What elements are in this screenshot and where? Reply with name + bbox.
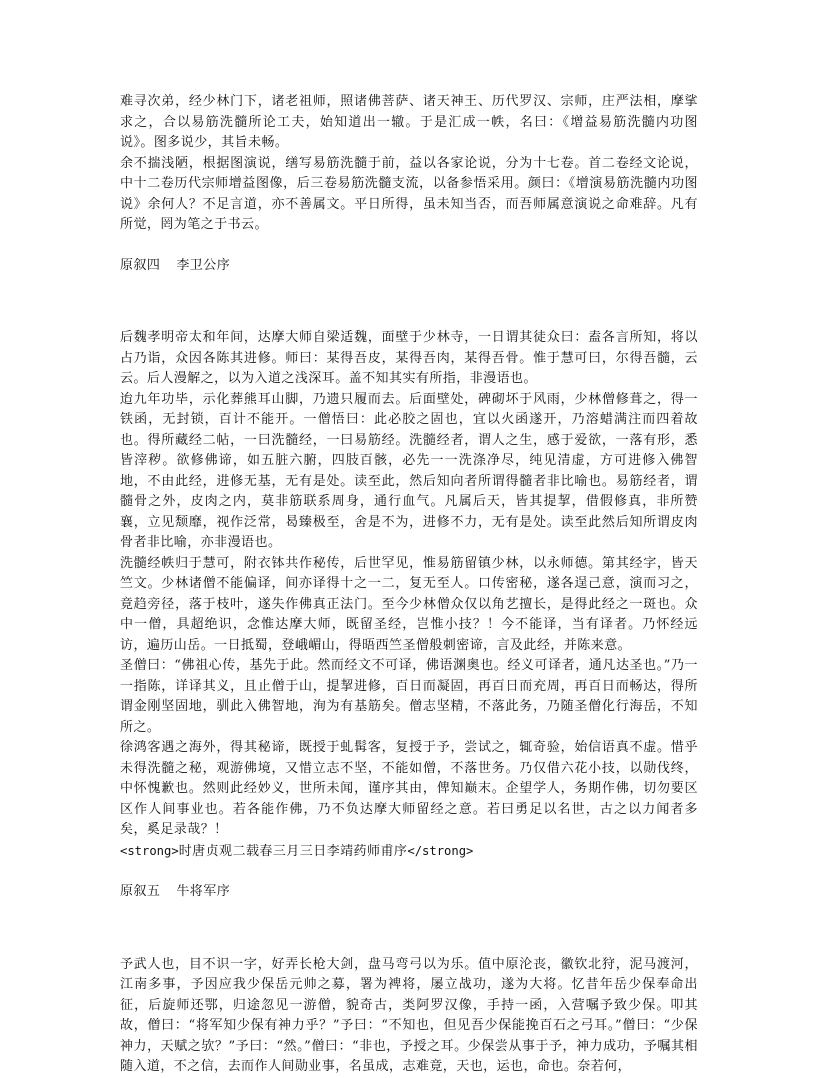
section4-paragraph-3: 洗髓经帙归于慧可，附衣钵共作秘传，后世罕见，惟易筋留镇少林，以永师德。第其经字，皆天竺文。少林诸僧不能偏译，间亦译得十之一二，复无至人。口传密秘，遂各逞己意，演而习之，竟趋旁径，落于枝叶，遂失作佛真正法门。至今少林僧众仅以角艺擅长，是得此经之一斑也。众中一僧，具超绝识，念惟达摩大师，既留圣经，岂惟小技？！今不能译，当有译者。乃怀经远访，遍历山岳。一日抵蜀，登峨嵋山，得晤西竺圣僧般刺密谛，言及此经，并陈来意。 [120, 555, 698, 653]
section4-paragraph-1: 后魏孝明帝太和年间，达摩大师自梁适魏，面壁于少林寺，一日谓其徒众曰：盍各言所知，将以占乃诣，众因各陈其进修。师曰：某得吾皮，某得吾肉，某得吾骨。惟于慧可曰，尔得吾髓，云云。后人漫解之，以为入道之浅深耳。盖不知其实有所指，非漫语也。 [120, 330, 698, 386]
signature-open-tag: <strong> [120, 843, 179, 858]
section4-title: 李卫公序 [176, 257, 231, 273]
section5-heading [120, 882, 698, 903]
section4-paragraph-2: 迨九年功毕，示化葬熊耳山脚，乃遗只履而去。后面壁处，碑砌坏于风雨，少林僧修葺之，得一铁函，无封锁，百计不能开。一僧悟曰：此必胶之固也，宜以火函遂开，乃溶蜡满注而四着故也。得所藏经二帖，一曰洗髓经，一曰易筋经。洗髓经者，谓人之生，感于爱欲，一落有形，悉皆滓秽。欲修佛谛，如五脏六腑，四肢百骸，必先一一洗涤净尽，纯见清虚，方可进修入佛智地，不由此经，进修无基，无有是处。读至此，然后知向者所谓得髓者非比喻也。易筋经者，谓髓骨之外，皮肉之内，莫非筋联系周身，通行血气。凡属后天，皆其提挈，借假修真，非所赞襄，立见颓靡，视作泛常，曷臻极至，舍是不为，进修不力，无有是处。读至此然后知所谓皮肉骨者非比喻，亦非漫语也。 [120, 391, 698, 550]
section4-signature [120, 841, 698, 863]
section4-body [120, 328, 698, 862]
document-page [120, 92, 698, 1078]
section5-paragraph-1: 予武人也，目不识一字，好弄长枪大剑，盘马弯弓以为乐。值中原沦丧，徽钦北狩，泥马渡河，江南多事，予因应我少保岳元帅之募，署为裨将，屡立战功，遂为大将。忆昔年岳少保奉命出征，后旋师还鄂，归途忽见一游僧，貌奇古，类阿罗汉像，手持一函，入营嘱予致少保。叩其故，僧曰：“将军知少保有神力乎？”予曰：“不知也，但见吾少保能挽百石之弓耳。”僧曰：“少保神力，天赋之欤？”予曰：“然。”僧曰：“非也，予授之耳。少保尝从事于予，神力成功，予嘱其相随入道，不之信，去而作人间勋业事，名虽成，志难竟，天也，运也，命也。奈若何， [120, 956, 698, 1074]
section4-label: 原叙四 [120, 257, 161, 273]
signature-text: 时唐贞观二载春三月三日李靖药师甫序 [178, 843, 408, 859]
intro-section [120, 92, 698, 236]
section4-paragraph-5: 徐鸿客遇之海外，得其秘谛，既授于虬髯客，复授于予，尝试之，辄奇验，始信语真不虚。惜乎未得洗髓之秘，观游佛境，又惜立志不坚，不能如僧，不落世务。乃仅借六花小技，以勋伐终，中怀愧歉也。然则此经妙义，世所未闻，谨序其由，俾知巅末。企望学人，务期作佛，切勿要区区作人间事业也。若各能作佛，乃不负达摩大师留经之意。若曰勇足以名世，古之以力闻者多矣，奚足录哉？！ [120, 740, 698, 837]
intro-paragraph-2: 余不揣浅陋，根据图演说，缮写易筋洗髓于前，益以各家论说，分为十七卷。首二卷经文论说，中十二卷历代宗师增益图像，后三卷易筋洗髓支流，以备参悟采用。颜曰：《增演易筋洗髓内功图说》余何人？不足言道，亦不善属文。平日所得，虽未知当否，而吾师属意演说之命难辞。凡有所觉，罔为笔之于书云。 [120, 155, 698, 232]
section5-body [120, 955, 698, 1078]
section-spacer [120, 276, 698, 328]
section-spacer [120, 903, 698, 955]
section4-paragraph-4: 圣僧曰：“佛祖心传，基先于此。然而经文不可译，佛语渊奥也。经义可译者，通凡达圣也。”乃一一指陈，详译其义，且止僧于山，提挈进修，百日而凝固，再百日而充周，再百日而畅达，得所谓金刚坚固地，驯此入佛智地，洵为有基筋矣。僧志坚精，不落此务，乃随圣僧化行海岳，不知所之。 [120, 658, 698, 735]
section5-title: 牛将军序 [176, 884, 231, 899]
section5-label: 原叙五 [120, 884, 161, 899]
intro-paragraph-1: 难寻次弟，经少林门下，诸老祖师，照诸佛菩萨、诸天神王、历代罗汉、宗师，庄严法相，摩挲求之，合以易筋洗髓所论工夫，始知道出一辙。于是汇成一帙，名曰：《增益易筋洗髓内功图说》。图多说少，其旨未畅。 [120, 94, 698, 150]
signature-close-tag: </strong> [407, 843, 474, 858]
section4-heading [120, 256, 698, 277]
